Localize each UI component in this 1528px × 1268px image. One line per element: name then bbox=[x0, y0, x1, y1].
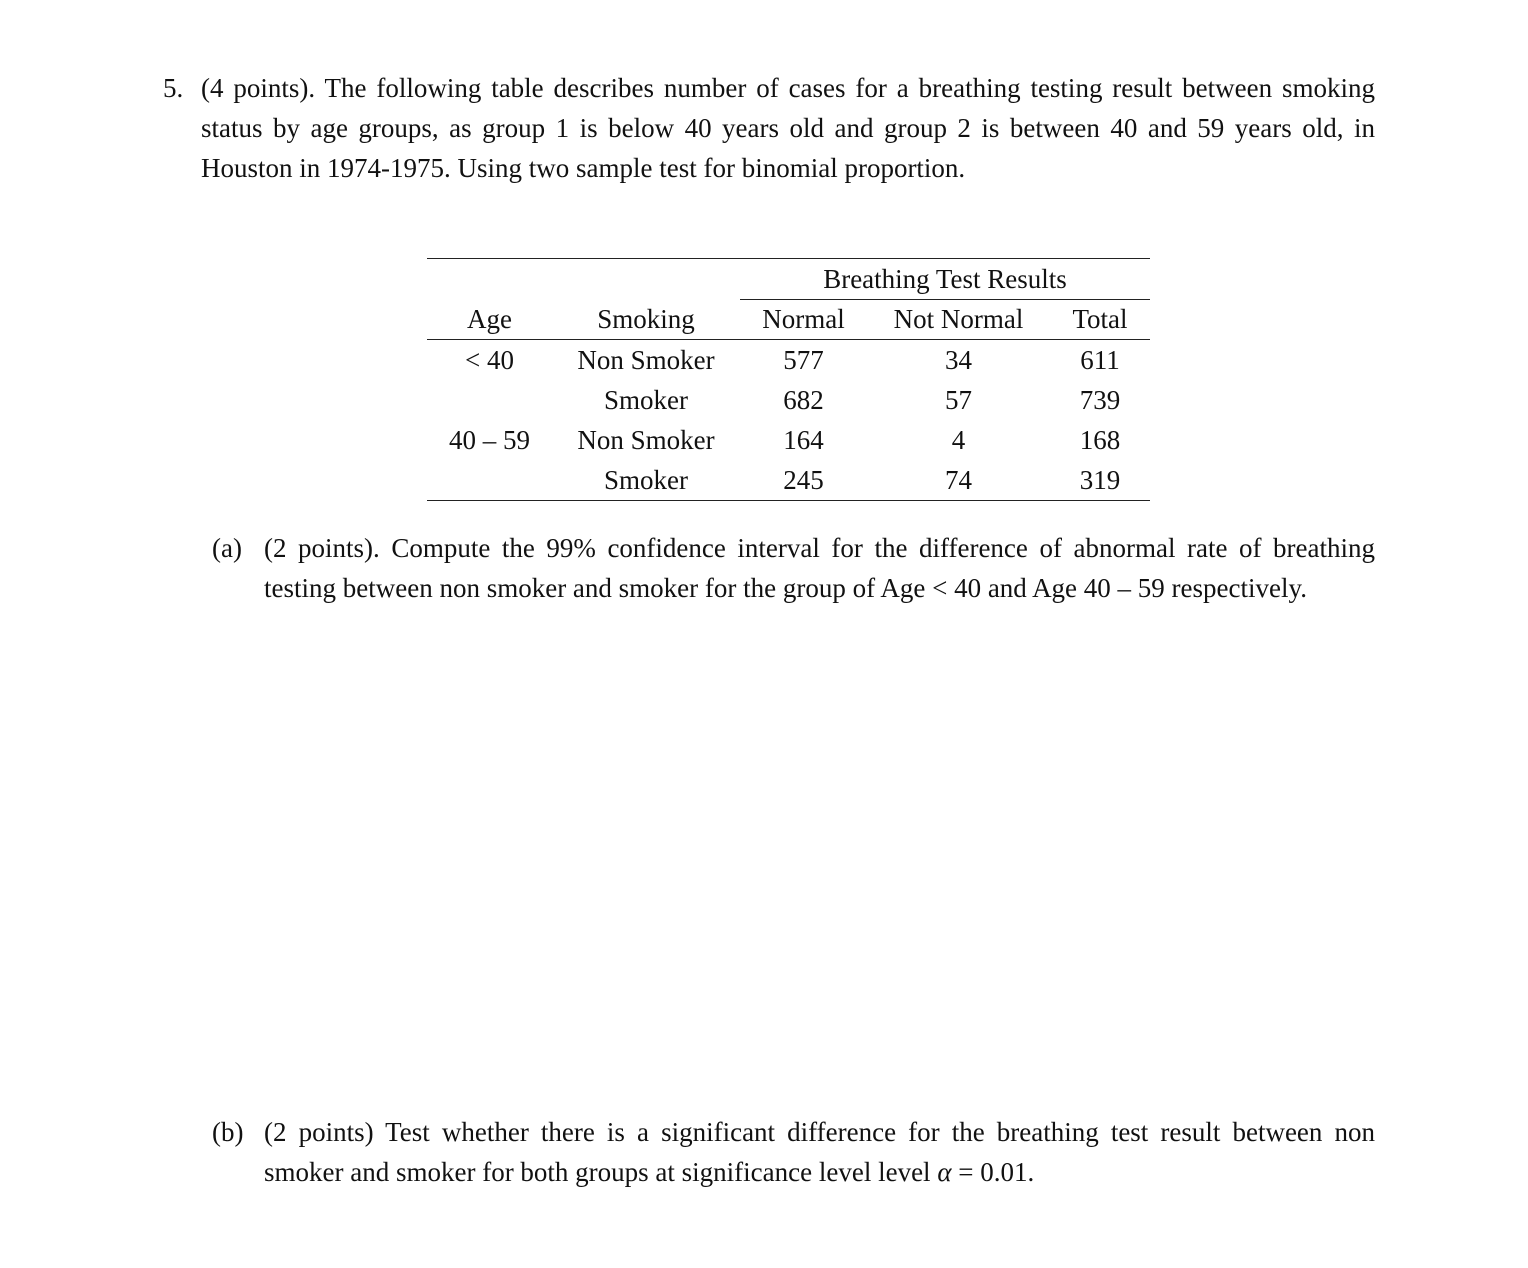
cell-normal: 682 bbox=[783, 385, 824, 415]
cell-normal: 245 bbox=[783, 465, 824, 495]
header-smoking: Smoking bbox=[597, 304, 695, 334]
cell-total: 319 bbox=[1079, 465, 1121, 495]
part-a-text: (2 points). Compute the 99% confidence interval for the difference of abnormal rate of breathing testing between non smoker and smoker for the group of Age < 40 and Age 40 – 59 respectively. bbox=[264, 533, 1375, 603]
header-total: Total bbox=[1072, 304, 1128, 334]
group-header-breathing-test-results: Breathing Test Results bbox=[823, 264, 1067, 294]
header-normal: Normal bbox=[762, 304, 845, 334]
problem-text: (4 points). The following table describes number of cases for a breathing testing result between smoking status by age groups, as group 1 is below 40 years old and group 2 is between 40 and 59 years old, in Houston in 1974-1975. Using two sample test for binomial proportion. bbox=[201, 73, 1375, 183]
cell-smoking: Non Smoker bbox=[577, 425, 715, 455]
alpha-symbol: α bbox=[937, 1157, 952, 1187]
cell-total: 611 bbox=[1080, 345, 1120, 375]
cell-not-normal: 74 bbox=[945, 465, 972, 495]
table-row bbox=[427, 420, 1150, 460]
table-row bbox=[427, 460, 1150, 500]
part-b-label: (b) bbox=[212, 1117, 244, 1147]
problem-number: 5. bbox=[163, 73, 184, 103]
cell-age: < 40 bbox=[465, 345, 514, 375]
part-a-label: (a) bbox=[212, 533, 242, 563]
cell-smoking: Smoker bbox=[604, 385, 688, 415]
part-b-text bbox=[264, 1112, 1375, 1192]
part-a bbox=[212, 528, 1375, 608]
table-group-header-row bbox=[427, 259, 1150, 299]
problem-statement bbox=[163, 68, 1375, 188]
cell-normal: 164 bbox=[783, 425, 824, 455]
part-b bbox=[212, 1112, 1375, 1192]
header-not-normal: Not Normal bbox=[893, 304, 1024, 334]
part-b-text-after: = 0.01. bbox=[951, 1157, 1035, 1187]
breathing-test-table bbox=[427, 258, 1150, 501]
cell-total: 739 bbox=[1079, 385, 1121, 415]
cell-age: 40 – 59 bbox=[449, 425, 530, 455]
cell-not-normal: 34 bbox=[945, 345, 972, 375]
cell-not-normal: 57 bbox=[945, 385, 972, 415]
cell-not-normal: 4 bbox=[951, 425, 966, 455]
problem-5 bbox=[163, 68, 1375, 188]
cell-smoking: Non Smoker bbox=[577, 345, 715, 375]
table-bottom-rule bbox=[427, 500, 1150, 501]
header-age: Age bbox=[467, 304, 512, 334]
cell-total: 168 bbox=[1079, 425, 1121, 455]
cell-smoking: Smoker bbox=[604, 465, 688, 495]
cell-normal: 577 bbox=[783, 345, 824, 375]
table-header-row bbox=[427, 299, 1150, 339]
table-row bbox=[427, 380, 1150, 420]
table-row bbox=[427, 340, 1150, 380]
part-b-text-before: (2 points) Test whether there is a significant difference for the breathing test result between non smoker and smoker for both groups at significance level level bbox=[264, 1117, 1375, 1187]
